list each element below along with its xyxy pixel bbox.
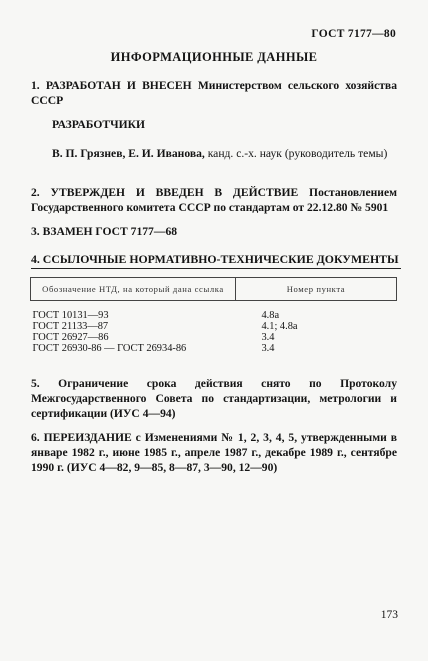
table-row [31, 321, 397, 332]
item-6-lead: 6. ПЕРЕИЗДАНИЕ [31, 431, 132, 444]
table-cell-document: ГОСТ 21133—87 [32, 321, 109, 332]
item-4-heading: 4. ССЫЛОЧНЫЕ НОРМАТИВНО-ТЕХНИЧЕСКИЕ ДОКУМЕНТЫ [31, 252, 401, 269]
page-number: 173 [380, 609, 398, 621]
item-5 [31, 376, 397, 421]
item-1-lead: 1. РАЗРАБОТАН И ВНЕСЕН [31, 79, 192, 92]
table-cell-clause: 4.8а [261, 310, 280, 321]
developers-text: канд. с.-х. наук (руководитель темы) [204, 147, 388, 160]
item-6-text: с Изменениями № 1, 2, 3, 4, 5, утвержденными в январе 1982 г., июне 1985 г., апреле 1987 г., декабре 1989 г., сентябре 1990 г. (ИУС 4—82, 9—85, 8—87, 3—90, 12—90) [31, 431, 397, 474]
developers-label: РАЗРАБОТЧИКИ [52, 118, 146, 131]
table-header-document: Обозначение НТД, на который дана ссылка [31, 278, 236, 301]
item-2-lead: 2. УТВЕРЖДЕН И ВВЕДЕН В ДЕЙСТВИЕ [31, 186, 299, 199]
reference-table [30, 277, 397, 354]
table-cell-document: ГОСТ 26930-86 — ГОСТ 26934-86 [32, 343, 187, 354]
table-cell-clause: 4.1; 4.8а [261, 321, 298, 332]
page-title: ИНФОРМАЦИОННЫЕ ДАННЫЕ [110, 50, 318, 64]
table-cell-clause: 3.4 [261, 332, 275, 343]
table-header-clause: Номер пункта [235, 278, 396, 301]
item-1-text: Министерством сельского хозяйства СССР [31, 79, 397, 107]
table-cell-document: ГОСТ 10131—93 [32, 310, 109, 321]
item-5-text: по Протоколу Межгосударственного Совета по стандартизации, метрологии и сертификации (ИУС 4—94) [31, 377, 397, 420]
item-3: 3. ВЗАМЕН ГОСТ 7177—68 [31, 225, 178, 238]
table-row [31, 301, 397, 322]
table-row [31, 343, 397, 354]
document-code: ГОСТ 7177—80 [311, 28, 396, 40]
table-cell-clause: 3.4 [261, 343, 275, 354]
developers [52, 146, 397, 161]
item-2-text: Постановлением Государственного комитета СССР по стандартам от 22.12.80 № 5901 [31, 186, 397, 214]
item-5-lead: 5. Ограничение срока действия снято [31, 377, 291, 390]
item-6 [31, 430, 397, 475]
table-row [31, 332, 397, 343]
developers-names: В. П. Грязнев, Е. И. Иванова, [52, 147, 205, 160]
item-1 [31, 78, 397, 108]
item-2 [31, 185, 397, 215]
table-cell-document: ГОСТ 26927—86 [32, 332, 109, 343]
